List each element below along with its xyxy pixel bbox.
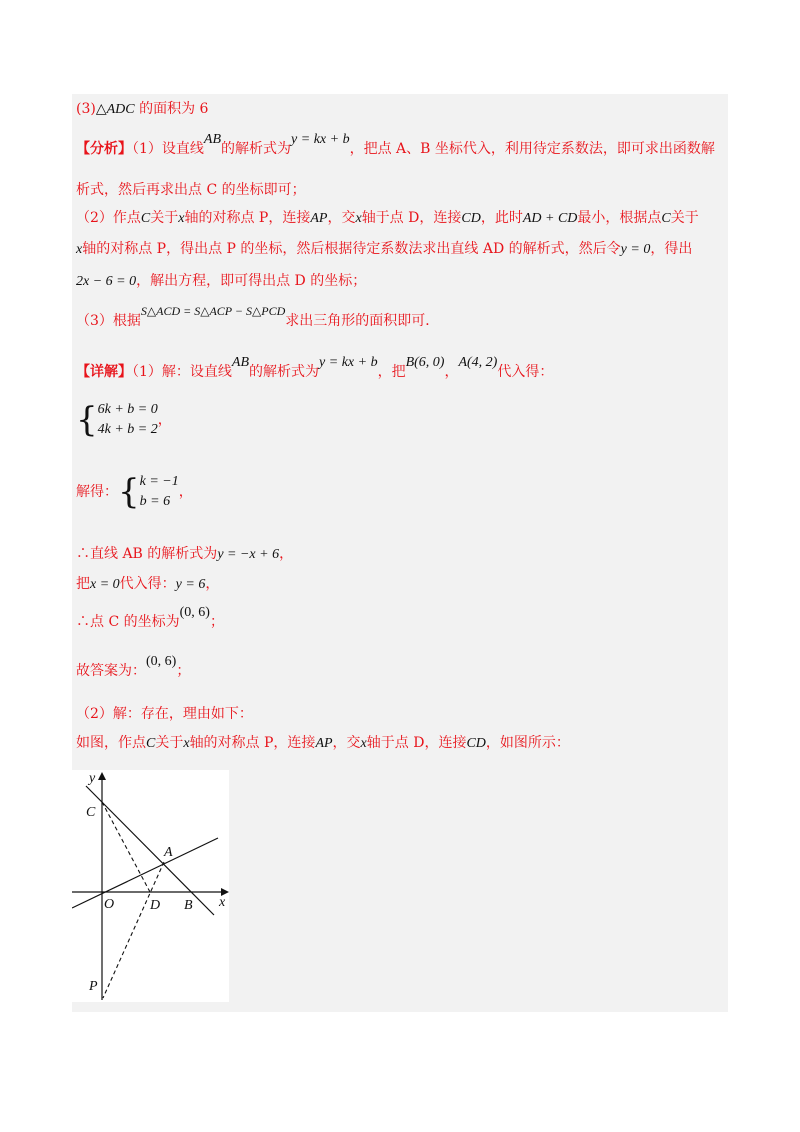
line-ab [86, 786, 214, 915]
label-c: C [86, 805, 96, 820]
geometry-figure [72, 770, 229, 1002]
line-equation: ∴直线 AB 的解析式为y = −x + 6， [76, 546, 294, 562]
label-a: A [164, 845, 173, 860]
analysis-line-1: 【分析】（1）设直线AB的解析式为y = kx + b，把点 A、B 坐标代入，利用待定系数法，即可求出函数解 [76, 132, 715, 157]
substitution-line: 把x = 0代入得：y = 6， [76, 576, 220, 592]
point-c-coordinate: ∴点 C 的坐标为(0, 6)； [76, 605, 224, 630]
detail-line-1: 【详解】（1）解：设直线AB的解析式为y = kx + b，把B(6, 0)，A(4, 2)代入得： [76, 355, 554, 380]
label-x: x [219, 895, 226, 910]
analysis-line-6: （3）根据S△ACD = S△ACP − S△PCD求出三角形的面积即可． [76, 304, 440, 329]
solution-system: 解得：{k = −1 b = 6， [76, 472, 193, 512]
analysis-line-4: x轴的对称点 P，得出点 P 的坐标，然后根据待定系数法求出直线 AD 的解析式，然后令y = 0，得出 [76, 241, 693, 257]
label-d: D [150, 898, 161, 913]
label-p: P [89, 979, 98, 994]
label-b: B [184, 898, 193, 913]
part3-heading: (3)△ADC 的面积为 6 [76, 101, 209, 117]
label-y: y [89, 771, 96, 786]
label-o: O [104, 897, 115, 912]
y-axis-arrow [98, 772, 106, 780]
part2-heading: （2）解：存在，理由如下： [76, 706, 253, 722]
equation-system-1: {6k + b = 0 4k + b = 2， [76, 400, 172, 440]
analysis-line-2: 析式，然后再求出点 C 的坐标即可； [76, 182, 306, 198]
analysis-line-3: （2）作点C关于x轴的对称点 P，连接AP，交x轴于点 D，连接CD，此时AD + CD最小，根据点C关于 [76, 210, 699, 226]
segment-cd [102, 802, 150, 892]
figure-intro-line: 如图，作点C关于x轴的对称点 P，连接AP，交x轴于点 D，连接CD，如图所示： [76, 735, 570, 751]
analysis-line-5: 2x − 6 = 0，解出方程，即可得出点 D 的坐标； [76, 273, 367, 289]
answer-line: 故答案为：(0, 6)； [76, 654, 191, 679]
segment-ap [103, 862, 164, 998]
